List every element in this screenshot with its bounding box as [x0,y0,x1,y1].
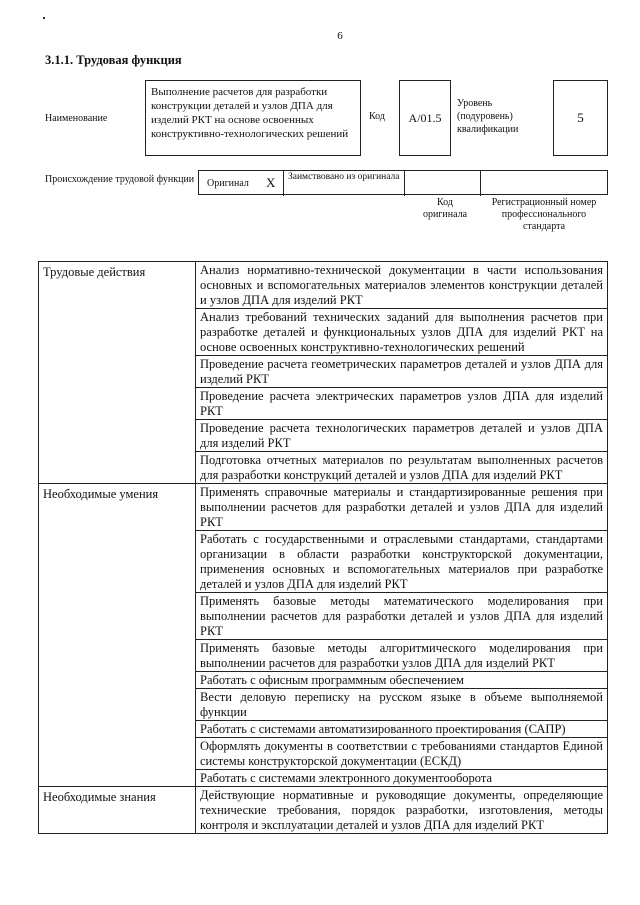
origin-label: Происхождение трудовой функции [45,174,195,185]
section-item: Подготовка отчетных материалов по результатам выполненных расчетов для разработки конструкций деталей и узлов ДПА для изделий РКТ [196,452,608,484]
section-item: Работать с системами электронного документооборота [196,770,608,787]
section-item: Анализ нормативно-технической документации в части использования основных и вспомогательных материалов элементов конструкции деталей и узлов ДПА для изделий РКТ [196,262,608,309]
code-original-label: Код оригинала [422,197,468,220]
reg-number-label: Регистрационный номер профессионального стандарта [491,197,597,232]
original-label: Оригинал [207,178,249,189]
section-item: Применять справочные материалы и стандартизированные решения при выполнении расчетов для разработки деталей и узлов ДПА для изделий РКТ [196,484,608,531]
scan-speck [43,17,45,19]
table-row [39,484,608,531]
code-label: Код [369,111,385,122]
section-item: Работать с офисным программным обеспечением [196,672,608,689]
name-label: Наименование [45,113,108,124]
original-mark: X [266,175,276,190]
original-cell [199,171,284,196]
section-category: Необходимые умения [39,484,196,787]
section-title: 3.1.1. Трудовая функция [45,53,182,67]
code-original-cell [405,171,481,196]
borrowed-label: Заимствовано из оригинала [288,172,400,182]
section-item: Проведение расчета технологических параметров деталей и узлов ДПА для изделий РКТ [196,420,608,452]
section-item: Работать с государственными и отраслевыми стандартами, стандартами организации в области разработки конструкторской документации, применения основных и вспомогательных материалов при разработке деталей и узлов ДПА для изделий РКТ [196,531,608,593]
page-number: 6 [337,30,343,42]
section-item: Оформлять документы в соответствии с требованиями стандартов Единой системы конструкторской документации (ЕСКД) [196,738,608,770]
borrowed-cell [284,171,405,196]
table-row [39,262,608,309]
origin-table [198,170,608,195]
function-table [38,261,608,834]
section-item: Применять базовые методы алгоритмического моделирования при выполнении расчетов для разработки узлов ДПА для изделий РКТ [196,640,608,672]
code-value-box: А/01.5 [399,80,451,156]
section-item: Анализ требований технических заданий для выполнения расчетов при разработке деталей и функциональных узлов ДПА для изделий РКТ на основе освоенных конструктивно-технологических решений [196,309,608,356]
section-item: Применять базовые методы математического моделирования при выполнении расчетов для разработки деталей и узлов ДПА для изделий РКТ [196,593,608,640]
reg-number-cell [481,171,608,196]
section-item: Действующие нормативные и руководящие документы, определяющие технические требования, порядок разработки, изготовления, методы контроля и эксплуатации деталей и узлов ДПА для изделий РКТ [196,787,608,834]
section-category: Трудовые действия [39,262,196,484]
section-item: Работать с системами автоматизированного проектирования (САПР) [196,721,608,738]
level-value-box: 5 [553,80,608,156]
table-row [39,787,608,834]
section-category: Необходимые знания [39,787,196,834]
level-label: Уровень (подуровень) квалификации [457,98,519,135]
function-table-body [39,262,608,834]
function-name-box: Выполнение расчетов для разработки конструкции деталей и узлов ДПА для изделий РКТ на основе освоенных конструктивно-технологических решений [145,80,361,156]
section-item: Вести деловую переписку на русском языке в объеме выполняемой функции [196,689,608,721]
section-item: Проведение расчета геометрических параметров деталей и узлов ДПА для изделий РКТ [196,356,608,388]
section-item: Проведение расчета электрических параметров узлов ДПА для изделий РКТ [196,388,608,420]
